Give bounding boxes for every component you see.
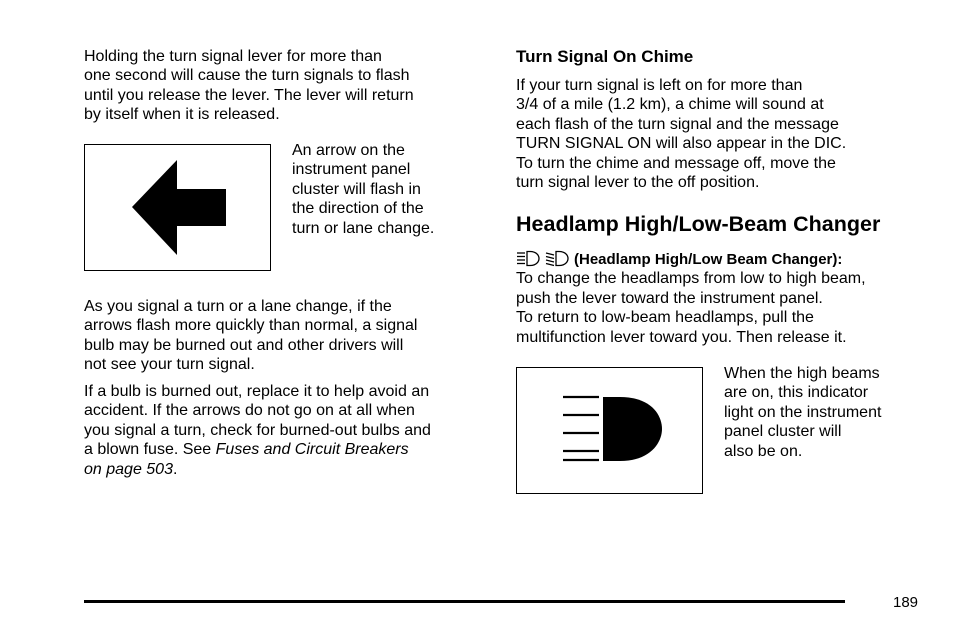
left-arrow-icon (85, 145, 272, 272)
see-text: a blown fuse. See (84, 441, 216, 459)
arrow-caption: An arrow on the instrument panel cluster will flash in the direction of the turn or lane change. (292, 142, 435, 237)
headlamp-beam-icons (516, 250, 570, 267)
footer-rule (84, 600, 845, 603)
page-number: 189 (893, 594, 919, 611)
high-beam-indicator-icon (517, 368, 704, 495)
turn-arrow-figure (84, 144, 271, 271)
chime-paragraph: If your turn signal is left on for more than 3/4 of a mile (1.2 km), a chime will sound at each flash of the turn signal and the message TURN SIGNAL ON will also appear in the DIC. To turn the chime and message off, move the turn signal lever to the off position. (516, 77, 847, 192)
high-beam-caption: When the high beams are on, this indicator light on the instrument panel cluster will also be on. (724, 365, 882, 460)
fast-flash-paragraph: As you signal a turn or a lane change, if the arrows flash more quickly than normal, a signal bulb may be burned out and other drivers will not see your turn signal. (84, 298, 418, 374)
high-beam-figure (516, 367, 703, 494)
turn-signal-hold-paragraph: Holding the turn signal lever for more than one second will cause the turn signals to flash until you release the lever. The lever will return by itself when it is released. (84, 48, 414, 124)
headlamp-changer-heading: Headlamp High/Low-Beam Changer (516, 212, 881, 236)
high-beam-icon (517, 252, 539, 266)
burned-out-bulb-paragraph: If a bulb is burned out, replace it to help avoid an accident. If the arrows do not go on at all when you signal a turn, check for burned-out bulbs and a blown fuse. See Fuses and Circuit Breakers on page 503. (84, 383, 431, 478)
turn-signal-chime-heading: Turn Signal On Chime (516, 47, 694, 66)
page-reference-link[interactable]: on page 503 (84, 460, 173, 478)
changer-label: (Headlamp High/Low Beam Changer): (574, 251, 843, 268)
low-beam-icon (546, 252, 568, 266)
changer-paragraph: (Headlamp High/Low Beam Changer): To change the headlamps from low to high beam, push the lever toward the instrument panel. To return to low-beam headlamps, pull the multifunction lever toward you. Then release it. (516, 251, 866, 346)
fuses-reference-link[interactable]: Fuses and Circuit Breakers (215, 441, 409, 459)
